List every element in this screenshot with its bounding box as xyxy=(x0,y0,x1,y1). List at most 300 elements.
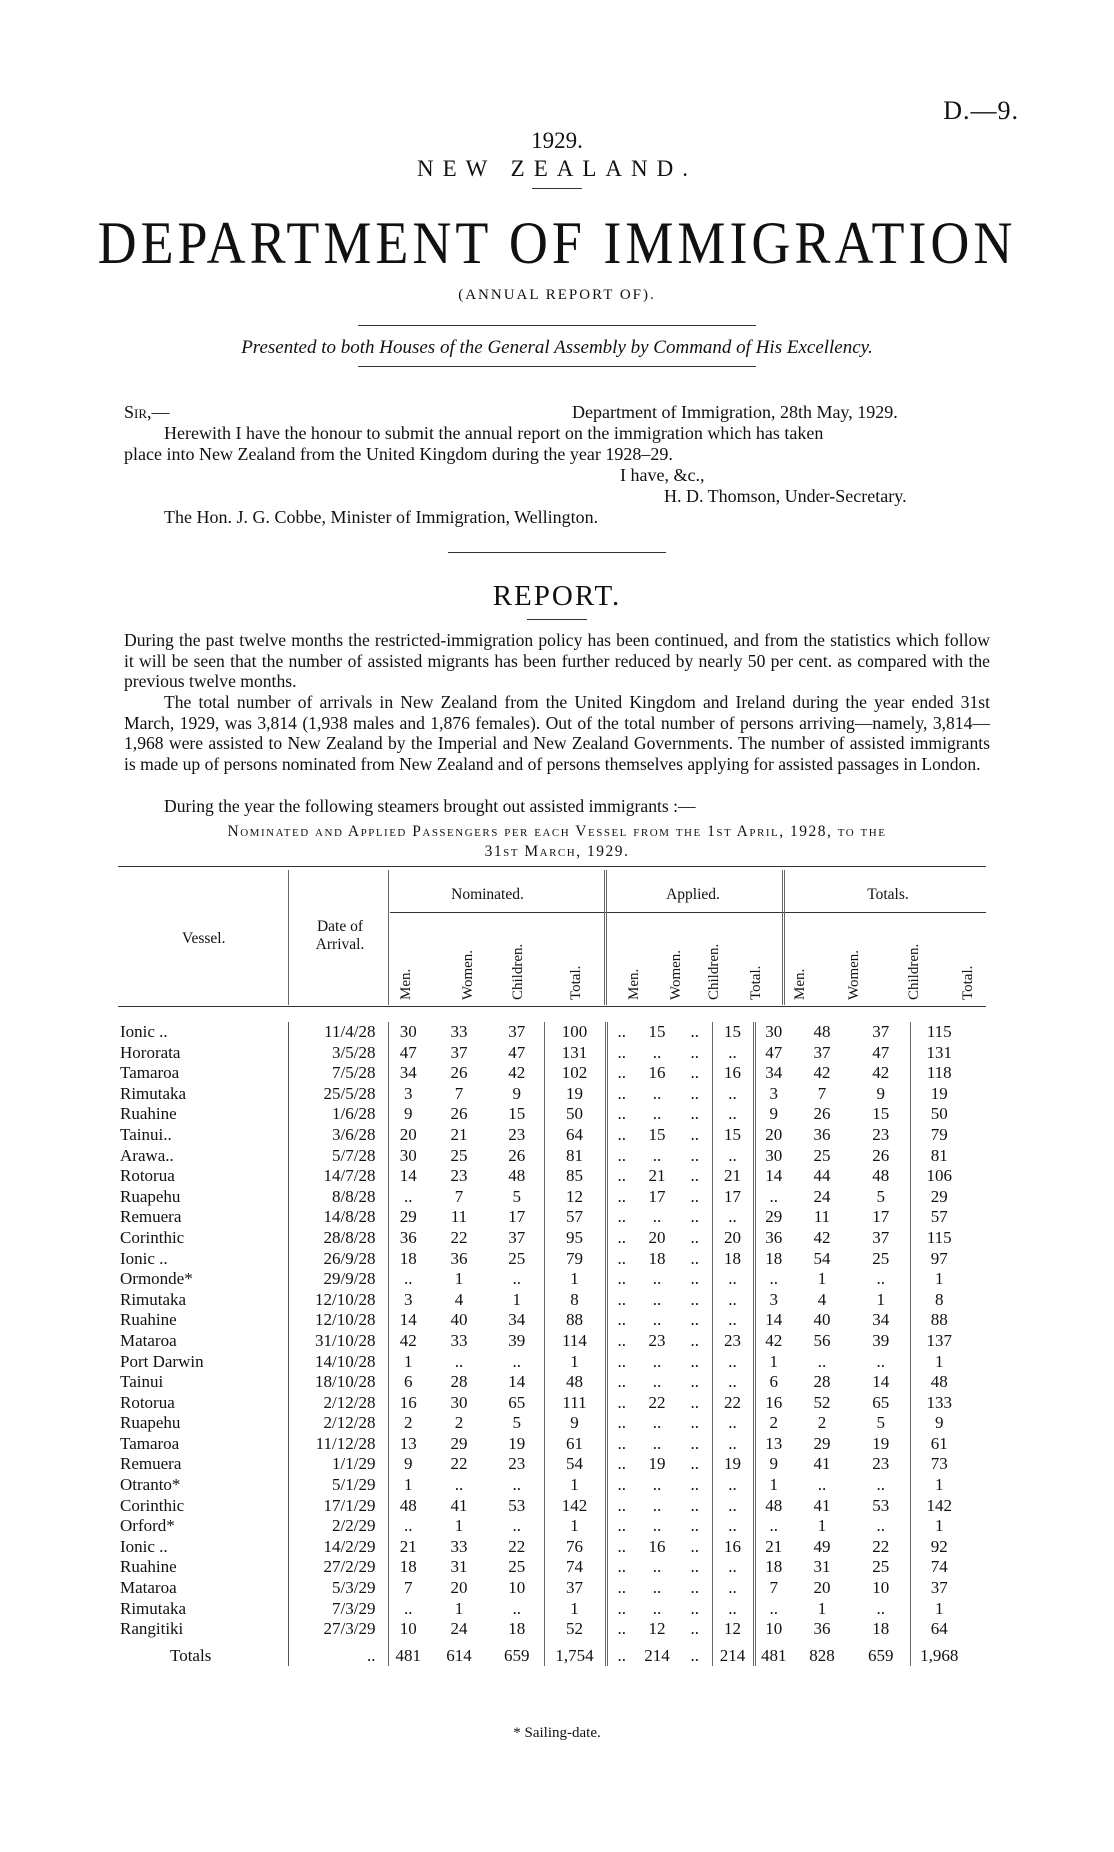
arrival-date: 5/1/29 xyxy=(288,1475,388,1496)
tot-total-cell: 79 xyxy=(910,1125,968,1146)
nom-men-cell: 42 xyxy=(388,1331,428,1352)
app-children-cell: .. xyxy=(690,1454,699,1474)
header-tot-men: Men. xyxy=(792,968,808,1000)
tot-children-cell: .. xyxy=(876,1475,885,1495)
nom-total-cell: 85 xyxy=(544,1166,606,1187)
table-row xyxy=(118,1228,968,1249)
tot-men-cell: 6 xyxy=(754,1372,792,1393)
app-women-cell: .. xyxy=(652,1104,662,1124)
app-men-cell: .. xyxy=(606,1187,636,1208)
app-total-cell: 23 xyxy=(712,1331,754,1352)
passenger-table xyxy=(118,1022,968,1666)
tot-men-cell: 36 xyxy=(754,1228,792,1249)
nom-children-cell: 22 xyxy=(508,1536,526,1556)
app-women-cell: 214 xyxy=(644,1645,670,1665)
nom-children-cell: 26 xyxy=(508,1145,526,1165)
nom-total-cell: 114 xyxy=(544,1331,606,1352)
leader-dots xyxy=(242,1310,288,1331)
header-vessel: Vessel. xyxy=(182,930,226,947)
leader-dots xyxy=(242,1537,288,1558)
tot-women-cell: 36 xyxy=(813,1124,831,1144)
nom-total-cell: 1 xyxy=(544,1516,606,1537)
nom-total-cell: 81 xyxy=(544,1146,606,1167)
tot-total-cell: 1,968 xyxy=(910,1640,968,1667)
app-total-cell: .. xyxy=(712,1084,754,1105)
nom-women-cell: 23 xyxy=(450,1166,468,1186)
app-men-cell: .. xyxy=(606,1063,636,1084)
app-men-cell: .. xyxy=(606,1619,636,1640)
tot-men-cell: 47 xyxy=(754,1043,792,1064)
app-men-cell: .. xyxy=(606,1104,636,1125)
nom-total-cell: 64 xyxy=(544,1125,606,1146)
tot-total-cell: 29 xyxy=(910,1187,968,1208)
vessel-name: Ionic .. xyxy=(120,1536,168,1556)
nom-children-cell: .. xyxy=(512,1269,521,1289)
vessel-name: Rotorua xyxy=(120,1392,175,1412)
app-total-cell: 19 xyxy=(712,1454,754,1475)
table-row xyxy=(118,1063,968,1084)
nom-children-cell: 53 xyxy=(508,1495,526,1515)
tot-women-cell: 25 xyxy=(813,1145,831,1165)
app-children-cell: .. xyxy=(690,1022,699,1041)
header-nom-men: Men. xyxy=(398,968,414,1000)
tot-children-cell: 37 xyxy=(872,1227,890,1247)
app-children-cell: .. xyxy=(690,1413,699,1433)
app-men-cell: .. xyxy=(606,1022,636,1043)
tot-total-cell: 61 xyxy=(910,1434,968,1455)
nom-men-cell: 29 xyxy=(388,1207,428,1228)
tot-total-cell: 1 xyxy=(910,1352,968,1373)
nom-children-cell: 5 xyxy=(512,1413,521,1433)
divider xyxy=(358,366,756,367)
app-women-cell: .. xyxy=(652,1413,662,1433)
tot-children-cell: 659 xyxy=(868,1645,894,1665)
vessel-name: Arawa.. xyxy=(120,1145,174,1165)
tot-men-cell: 21 xyxy=(754,1537,792,1558)
tot-women-cell: .. xyxy=(817,1351,827,1371)
app-total-cell: .. xyxy=(712,1104,754,1125)
leader-dots xyxy=(242,1557,288,1578)
tot-men-cell: 34 xyxy=(754,1063,792,1084)
app-total-cell: 12 xyxy=(712,1619,754,1640)
app-women-cell: .. xyxy=(652,1557,662,1577)
tot-children-cell: .. xyxy=(876,1598,885,1618)
nom-children-cell: 659 xyxy=(504,1645,530,1665)
tot-children-cell: 5 xyxy=(876,1413,885,1433)
app-women-cell: 18 xyxy=(648,1248,666,1268)
vessel-name: Ruahine xyxy=(120,1310,177,1330)
tot-women-cell: 48 xyxy=(813,1022,831,1041)
header-divider xyxy=(604,870,607,1005)
tot-total-cell: 106 xyxy=(910,1166,968,1187)
tot-men-cell: 1 xyxy=(754,1352,792,1373)
app-total-cell: 21 xyxy=(712,1166,754,1187)
nom-men-cell: .. xyxy=(388,1516,428,1537)
tot-children-cell: 37 xyxy=(872,1022,890,1041)
header-totals: Totals. xyxy=(867,886,909,903)
app-total-cell: .. xyxy=(712,1578,754,1599)
vessel-name: Ionic .. xyxy=(120,1248,168,1268)
nom-women-cell: 614 xyxy=(446,1645,472,1665)
vessel-name: Ionic .. xyxy=(120,1022,168,1041)
nom-men-cell: 6 xyxy=(388,1372,428,1393)
tot-women-cell: 28 xyxy=(813,1372,831,1392)
totals-row xyxy=(118,1640,968,1667)
nom-total-cell: 102 xyxy=(544,1063,606,1084)
tot-women-cell: 42 xyxy=(813,1063,831,1083)
header-app-children: Children. xyxy=(706,943,722,1000)
tot-total-cell: 1 xyxy=(910,1516,968,1537)
tot-children-cell: 25 xyxy=(872,1248,890,1268)
report-heading: REPORT. xyxy=(492,580,622,612)
nom-total-cell: 1 xyxy=(544,1599,606,1620)
app-men-cell: .. xyxy=(606,1125,636,1146)
leader-dots xyxy=(242,1599,288,1620)
nom-men-cell: 18 xyxy=(388,1249,428,1270)
nom-total-cell: 19 xyxy=(544,1084,606,1105)
nom-women-cell: 2 xyxy=(454,1413,464,1433)
tot-total-cell: 48 xyxy=(910,1372,968,1393)
app-children-cell: .. xyxy=(690,1351,699,1371)
nom-children-cell: .. xyxy=(512,1516,521,1536)
tot-women-cell: 37 xyxy=(813,1042,831,1062)
country-heading: NEW ZEALAND. xyxy=(416,156,698,181)
arrival-date: 26/9/28 xyxy=(288,1249,388,1270)
header-app-total: Total. xyxy=(748,965,764,1000)
nom-men-cell: 30 xyxy=(388,1146,428,1167)
tot-men-cell: 481 xyxy=(754,1640,792,1667)
vessel-name: Hororata xyxy=(120,1042,181,1062)
arrival-date: 27/3/29 xyxy=(288,1619,388,1640)
tot-women-cell: 29 xyxy=(813,1433,831,1453)
nom-total-cell: 52 xyxy=(544,1619,606,1640)
app-women-cell: .. xyxy=(652,1475,662,1495)
arrival-date: 12/10/28 xyxy=(288,1290,388,1311)
nom-children-cell: .. xyxy=(512,1475,521,1495)
nom-children-cell: 39 xyxy=(508,1330,526,1350)
nom-men-cell: 14 xyxy=(388,1310,428,1331)
app-men-cell: .. xyxy=(606,1310,636,1331)
divider xyxy=(532,188,582,189)
nom-total-cell: 54 xyxy=(544,1454,606,1475)
tot-women-cell: 42 xyxy=(813,1227,831,1247)
tot-men-cell: 29 xyxy=(754,1207,792,1228)
tot-men-cell: 20 xyxy=(754,1125,792,1146)
leader-dots xyxy=(242,1187,288,1208)
arrival-date: 14/7/28 xyxy=(288,1166,388,1187)
app-total-cell: .. xyxy=(712,1599,754,1620)
tot-children-cell: 17 xyxy=(872,1207,890,1227)
app-children-cell: .. xyxy=(690,1145,699,1165)
letter-signature: H. D. Thomson, Under-Secretary. xyxy=(664,486,907,506)
vessel-name: Rimutaka xyxy=(120,1083,187,1103)
tot-children-cell: .. xyxy=(876,1269,885,1289)
nom-women-cell: 1 xyxy=(454,1516,464,1536)
tot-total-cell: 74 xyxy=(910,1557,968,1578)
app-total-cell: 22 xyxy=(712,1393,754,1414)
table-row xyxy=(118,1310,968,1331)
letter-body-2: place into New Zealand from the United Kingdom during the year 1928–29. xyxy=(124,444,673,464)
app-women-cell: 16 xyxy=(648,1536,666,1556)
app-total-cell: .. xyxy=(712,1557,754,1578)
app-total-cell: .. xyxy=(712,1475,754,1496)
app-men-cell: .. xyxy=(606,1331,636,1352)
tot-children-cell: 1 xyxy=(876,1289,885,1309)
nom-total-cell: 74 xyxy=(544,1557,606,1578)
app-total-cell: 17 xyxy=(712,1187,754,1208)
app-children-cell: .. xyxy=(690,1186,699,1206)
arrival-date: 2/2/29 xyxy=(288,1516,388,1537)
header-divider xyxy=(288,870,289,1005)
tot-men-cell: 30 xyxy=(754,1022,792,1043)
app-men-cell: .. xyxy=(606,1249,636,1270)
app-women-cell: 21 xyxy=(648,1166,666,1186)
app-men-cell: .. xyxy=(606,1557,636,1578)
tot-women-cell: 20 xyxy=(813,1578,831,1598)
table-row xyxy=(118,1475,968,1496)
header-nom-total: Total. xyxy=(568,965,584,1000)
nom-men-cell: 7 xyxy=(388,1578,428,1599)
app-children-cell: .. xyxy=(690,1083,699,1103)
leader-dots xyxy=(242,1125,288,1146)
arrival-date: 11/4/28 xyxy=(288,1022,388,1043)
tot-total-cell: 81 xyxy=(910,1146,968,1167)
tot-total-cell: 50 xyxy=(910,1104,968,1125)
app-men-cell: .. xyxy=(606,1516,636,1537)
leader-dots xyxy=(242,1104,288,1125)
vessel-name: Ormonde* xyxy=(120,1269,193,1289)
arrival-date: 3/5/28 xyxy=(288,1043,388,1064)
arrival-date: 5/3/29 xyxy=(288,1578,388,1599)
tot-women-cell: 54 xyxy=(813,1248,831,1268)
tot-children-cell: 10 xyxy=(872,1578,890,1598)
tot-men-cell: 3 xyxy=(754,1290,792,1311)
nom-children-cell: 5 xyxy=(512,1186,521,1206)
app-total-cell: .. xyxy=(712,1146,754,1167)
nom-children-cell: 25 xyxy=(508,1557,526,1577)
nom-men-cell: 21 xyxy=(388,1537,428,1558)
nom-women-cell: 7 xyxy=(454,1083,464,1103)
nom-total-cell: 142 xyxy=(544,1496,606,1517)
nom-women-cell: 41 xyxy=(450,1495,468,1515)
app-men-cell: .. xyxy=(606,1290,636,1311)
vessel-name: Corinthic xyxy=(120,1227,185,1247)
arrival-date: 31/10/28 xyxy=(288,1331,388,1352)
nom-total-cell: 79 xyxy=(544,1249,606,1270)
leader-dots xyxy=(242,1475,288,1496)
app-total-cell: 20 xyxy=(712,1228,754,1249)
app-women-cell: .. xyxy=(652,1372,662,1392)
tot-women-cell: 44 xyxy=(813,1166,831,1186)
nom-women-cell: 1 xyxy=(454,1269,464,1289)
app-children-cell: .. xyxy=(690,1392,699,1412)
nom-children-cell: 19 xyxy=(508,1433,526,1453)
nom-women-cell: 37 xyxy=(450,1042,468,1062)
tot-men-cell: 10 xyxy=(754,1619,792,1640)
nom-men-cell: .. xyxy=(388,1599,428,1620)
tot-women-cell: 828 xyxy=(809,1645,835,1665)
nom-total-cell: 9 xyxy=(544,1413,606,1434)
vessel-name: Rangitiki xyxy=(120,1619,184,1639)
nom-women-cell: .. xyxy=(454,1475,464,1495)
app-women-cell: 23 xyxy=(648,1330,666,1350)
app-men-cell: .. xyxy=(606,1228,636,1249)
arrival-date: 2/12/28 xyxy=(288,1413,388,1434)
tot-men-cell: 1 xyxy=(754,1475,792,1496)
tot-women-cell: 40 xyxy=(813,1310,831,1330)
leader-dots xyxy=(242,1352,288,1373)
nom-men-cell: 16 xyxy=(388,1393,428,1414)
table-row xyxy=(118,1372,968,1393)
header-nominated: Nominated. xyxy=(451,886,524,903)
nom-men-cell: 9 xyxy=(388,1454,428,1475)
tot-men-cell: 2 xyxy=(754,1413,792,1434)
arrival-date: 17/1/29 xyxy=(288,1496,388,1517)
nom-women-cell: 30 xyxy=(450,1392,468,1412)
tot-men-cell: 30 xyxy=(754,1146,792,1167)
table-row xyxy=(118,1207,968,1228)
tot-men-cell: .. xyxy=(754,1269,792,1290)
page-title: DEPARTMENT OF IMMIGRATION xyxy=(97,209,1017,277)
nom-men-cell: 9 xyxy=(388,1104,428,1125)
table-row xyxy=(118,1249,968,1270)
leader-dots xyxy=(242,1043,288,1064)
header-divider xyxy=(388,870,389,1005)
table-row xyxy=(118,1537,968,1558)
arrival-date: 18/10/28 xyxy=(288,1372,388,1393)
nom-women-cell: 22 xyxy=(450,1227,468,1247)
nom-children-cell: 37 xyxy=(508,1227,526,1247)
app-women-cell: .. xyxy=(652,1289,662,1309)
app-total-cell: 15 xyxy=(712,1125,754,1146)
app-women-cell: .. xyxy=(652,1042,662,1062)
tot-total-cell: 37 xyxy=(910,1578,968,1599)
table-row xyxy=(118,1496,968,1517)
app-men-cell: .. xyxy=(606,1434,636,1455)
app-children-cell: .. xyxy=(690,1063,699,1083)
tot-total-cell: 115 xyxy=(910,1228,968,1249)
arrival-date: 8/8/28 xyxy=(288,1187,388,1208)
nom-women-cell: 21 xyxy=(450,1124,468,1144)
tot-children-cell: 18 xyxy=(872,1619,890,1639)
app-children-cell: .. xyxy=(690,1289,699,1309)
app-children-cell: .. xyxy=(690,1475,699,1495)
arrival-date: 2/12/28 xyxy=(288,1393,388,1414)
tot-men-cell: 14 xyxy=(754,1166,792,1187)
table-footnote: * Sailing-date. xyxy=(513,1725,601,1741)
document-id: D.—9. xyxy=(943,96,1019,125)
vessel-name: Otranto* xyxy=(120,1475,181,1495)
letter-salutation: Sir,— xyxy=(124,402,170,422)
app-women-cell: 19 xyxy=(648,1454,666,1474)
nom-men-cell: 30 xyxy=(388,1022,428,1043)
app-women-cell: 20 xyxy=(648,1227,666,1247)
app-children-cell: .. xyxy=(690,1042,699,1062)
tot-children-cell: 25 xyxy=(872,1557,890,1577)
table-row xyxy=(118,1599,968,1620)
tot-children-cell: 47 xyxy=(872,1042,890,1062)
nom-total-cell: 61 xyxy=(544,1434,606,1455)
app-total-cell: .. xyxy=(712,1413,754,1434)
nom-children-cell: 15 xyxy=(508,1104,526,1124)
vessel-name: Rotorua xyxy=(120,1166,175,1186)
app-men-cell: .. xyxy=(606,1578,636,1599)
tot-women-cell: 1 xyxy=(817,1516,827,1536)
tot-children-cell: 9 xyxy=(876,1083,885,1103)
table-row xyxy=(118,1166,968,1187)
app-total-cell: .. xyxy=(712,1434,754,1455)
vessel-name: Ruahine xyxy=(120,1104,177,1124)
tot-men-cell: 9 xyxy=(754,1454,792,1475)
nom-women-cell: 40 xyxy=(450,1310,468,1330)
app-total-cell: 18 xyxy=(712,1249,754,1270)
app-children-cell: .. xyxy=(690,1248,699,1268)
report-year: 1929. xyxy=(531,128,583,153)
arrival-date: 25/5/28 xyxy=(288,1084,388,1105)
vessel-name: Tainui xyxy=(120,1372,164,1392)
app-men-cell: .. xyxy=(606,1537,636,1558)
arrival-date: 27/2/29 xyxy=(288,1557,388,1578)
nom-children-cell: 42 xyxy=(508,1063,526,1083)
header-app-men: Men. xyxy=(626,968,642,1000)
nom-men-cell: 3 xyxy=(388,1084,428,1105)
vessel-name: Corinthic xyxy=(120,1495,185,1515)
table-row xyxy=(118,1146,968,1167)
table-row xyxy=(118,1454,968,1475)
nom-men-cell: 18 xyxy=(388,1557,428,1578)
app-children-cell: .. xyxy=(690,1104,699,1124)
nom-men-cell: 10 xyxy=(388,1619,428,1640)
tot-men-cell: 13 xyxy=(754,1434,792,1455)
arrival-date: 14/2/29 xyxy=(288,1537,388,1558)
app-total-cell: 16 xyxy=(712,1537,754,1558)
leader-dots xyxy=(242,1372,288,1393)
app-men-cell: .. xyxy=(606,1454,636,1475)
app-women-cell: .. xyxy=(652,1433,662,1453)
tot-men-cell: 7 xyxy=(754,1578,792,1599)
vessel-name: Tainui.. xyxy=(120,1124,172,1144)
leader-dots xyxy=(242,1249,288,1270)
arrival-date: 28/8/28 xyxy=(288,1228,388,1249)
app-men-cell: .. xyxy=(606,1166,636,1187)
tot-total-cell: 1 xyxy=(910,1269,968,1290)
leader-dots xyxy=(242,1166,288,1187)
nom-children-cell: .. xyxy=(512,1598,521,1618)
app-women-cell: 16 xyxy=(648,1063,666,1083)
table-row xyxy=(118,1125,968,1146)
nom-total-cell: 76 xyxy=(544,1537,606,1558)
tot-men-cell: 16 xyxy=(754,1393,792,1414)
leader-dots xyxy=(242,1331,288,1352)
arrival-date: 12/10/28 xyxy=(288,1310,388,1331)
app-women-cell: 17 xyxy=(648,1186,666,1206)
nom-total-cell: 95 xyxy=(544,1228,606,1249)
tot-women-cell: 56 xyxy=(813,1330,831,1350)
totals-date: .. xyxy=(288,1640,388,1667)
table-row xyxy=(118,1434,968,1455)
nom-women-cell: 20 xyxy=(450,1578,468,1598)
nom-total-cell: 50 xyxy=(544,1104,606,1125)
tot-women-cell: .. xyxy=(817,1475,827,1495)
app-women-cell: 22 xyxy=(648,1392,666,1412)
nom-total-cell: 100 xyxy=(544,1022,606,1043)
page-subtitle: (ANNUAL REPORT OF). xyxy=(458,287,656,303)
app-women-cell: 15 xyxy=(648,1022,666,1041)
app-total-cell: .. xyxy=(712,1352,754,1373)
nom-total-cell: 1,754 xyxy=(544,1640,606,1667)
app-women-cell: .. xyxy=(652,1351,662,1371)
nom-children-cell: 1 xyxy=(512,1289,521,1309)
